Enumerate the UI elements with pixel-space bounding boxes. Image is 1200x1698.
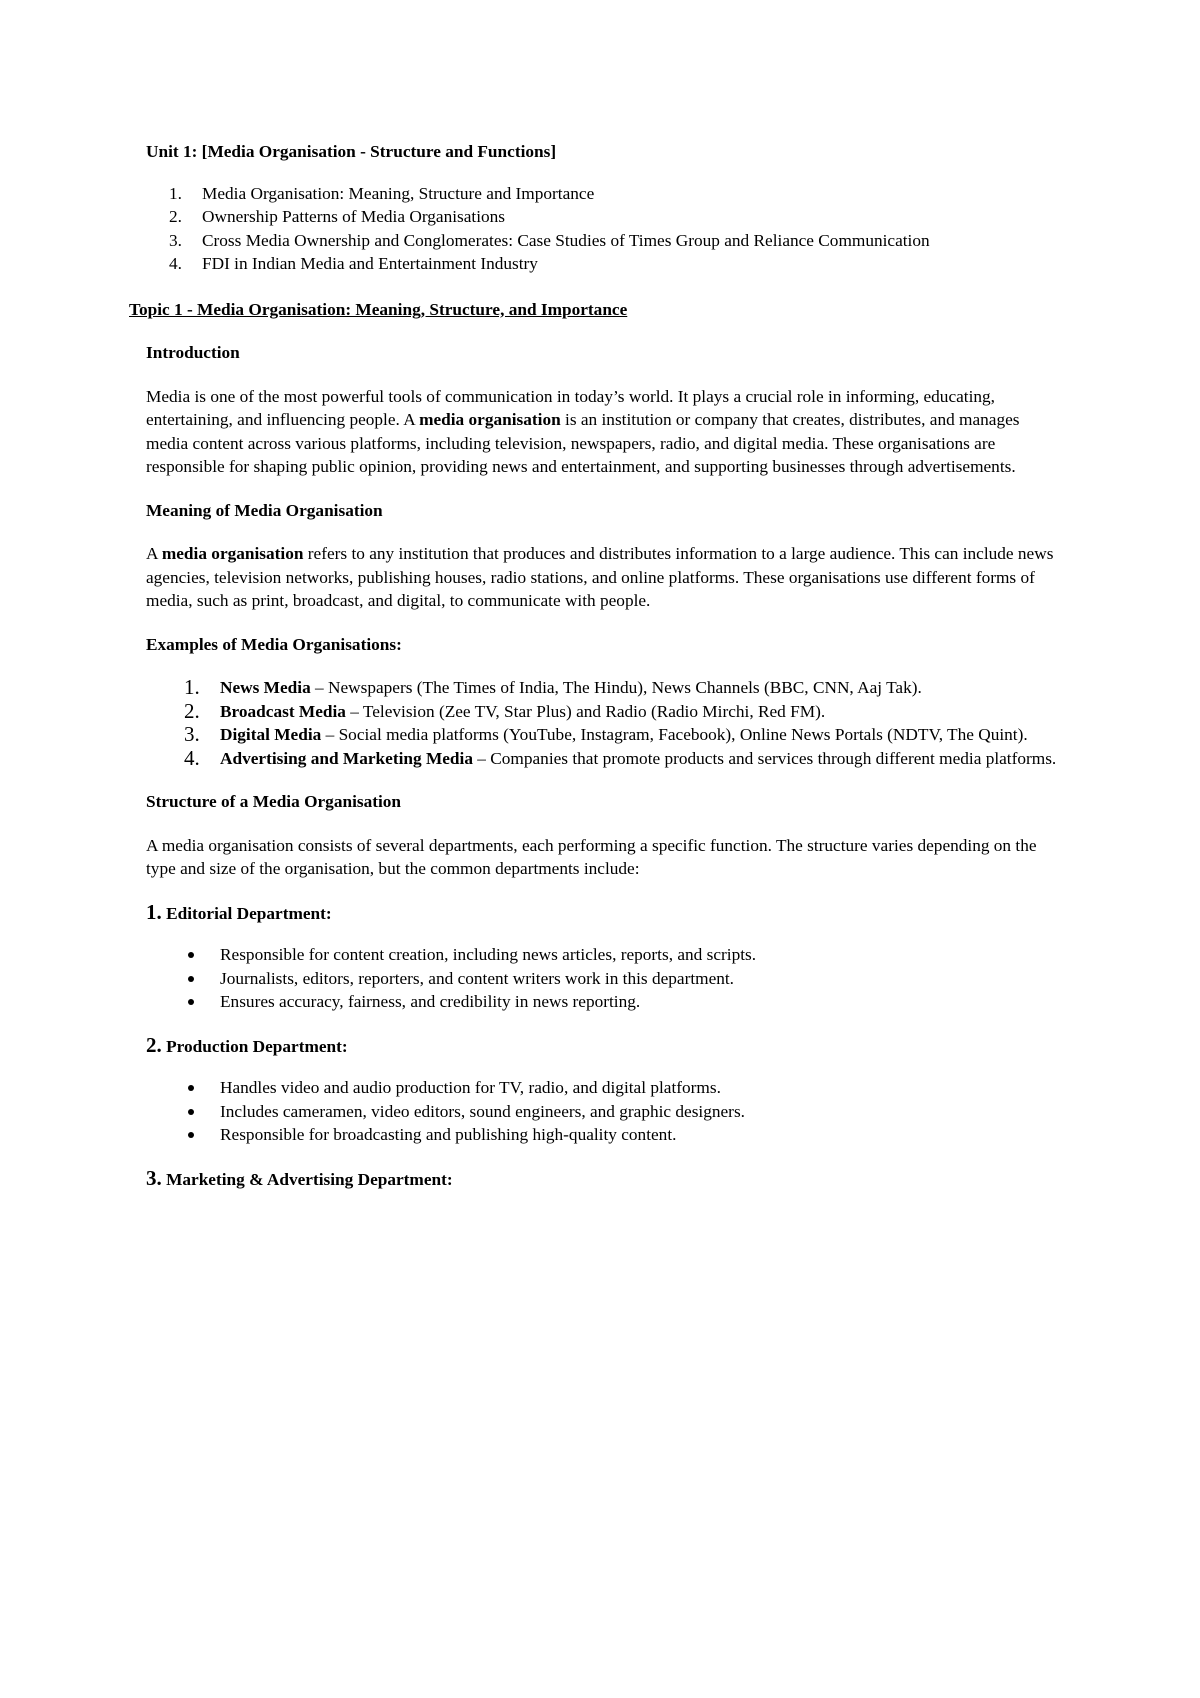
list-item: Handles video and audio production for TV, radio, and digital platforms. bbox=[146, 1076, 1066, 1100]
structure-heading: Structure of a Media Organisation bbox=[146, 792, 402, 811]
list-item: 4. Advertising and Marketing Media – Companies that promote products and services through different media platforms. bbox=[184, 745, 1057, 770]
introduction-heading: Introduction bbox=[146, 343, 240, 362]
meaning-heading: Meaning of Media Organisation bbox=[146, 500, 383, 520]
editorial-department-list bbox=[146, 943, 1066, 1014]
document-content bbox=[129, 140, 1066, 1209]
toc-item: 4. FDI in Indian Media and Entertainment Industry bbox=[169, 254, 538, 273]
production-department-list bbox=[146, 1076, 1066, 1147]
production-department-heading: 2. Production Department: bbox=[146, 1032, 348, 1057]
list-item: Responsible for content creation, including news articles, reports, and scripts. bbox=[146, 943, 1066, 967]
bullet-icon bbox=[188, 976, 194, 982]
toc-item: 2. Ownership Patterns of Media Organisations bbox=[169, 207, 506, 226]
list-item: 2. Broadcast Media – Television (Zee TV, Star Plus) and Radio (Radio Mirchi, Red FM). bbox=[184, 698, 826, 723]
list-item: Includes cameramen, video editors, sound engineers, and graphic designers. bbox=[146, 1100, 1066, 1124]
editorial-department-heading: 1. Editorial Department: bbox=[146, 899, 332, 924]
bullet-icon bbox=[188, 1132, 194, 1138]
bullet-icon bbox=[188, 952, 194, 958]
examples-heading: Examples of Media Organisations: bbox=[146, 634, 402, 654]
structure-paragraph: A media organisation consists of several departments, each performing a specific function. The structure varies depending on the type and size of the organisation, but the common departments include: bbox=[146, 835, 1037, 878]
bullet-icon bbox=[188, 999, 194, 1005]
unit-title: Unit 1: [Media Organisation - Structure and Functions] bbox=[146, 142, 557, 161]
bullet-icon bbox=[188, 1109, 194, 1115]
topic-title: Topic 1 - Media Organisation: Meaning, Structure, and Importance bbox=[129, 299, 628, 319]
bullet-icon bbox=[188, 1085, 194, 1091]
toc-item: 1. Media Organisation: Meaning, Structure and Importance bbox=[169, 183, 595, 203]
list-item: Ensures accuracy, fairness, and credibility in news reporting. bbox=[146, 990, 1066, 1014]
list-item: 1. News Media – Newspapers (The Times of India, The Hindu), News Channels (BBC, CNN, Aaj Tak). bbox=[184, 675, 922, 699]
list-item: Responsible for broadcasting and publishing high-quality content. bbox=[146, 1123, 1066, 1147]
list-item: Journalists, editors, reporters, and content writers work in this department. bbox=[146, 967, 1066, 991]
toc-item: 3. Cross Media Ownership and Conglomerates: Case Studies of Times Group and Reliance Communication bbox=[169, 230, 930, 250]
meaning-paragraph: A media organisation refers to any institution that produces and distributes information to a large audience. This can include news agencies, television networks, publishing houses, radio stations, and online platforms. These organisations use different forms of media, such as print, broadcast, and digital, to communicate with people. bbox=[146, 544, 1054, 610]
marketing-department-heading: 3. Marketing & Advertising Department: bbox=[146, 1165, 453, 1190]
introduction-paragraph: Media is one of the most powerful tools of communication in today’s world. It plays a crucial role in informing, educating, entertaining, and influencing people. A media organisation is an institution or company that creates, distributes, and manages media content across various platforms, including television, newspapers, radio, and digital media. These organisations are responsible for shaping public opinion, providing news and entertainment, and supporting businesses through advertisements. bbox=[146, 386, 1020, 476]
unit-topic-list bbox=[146, 182, 1066, 276]
examples-list bbox=[146, 676, 1066, 770]
list-item: 3. Digital Media – Social media platforms (YouTube, Instagram, Facebook), Online News Portals (NDTV, The Quint). bbox=[184, 722, 1028, 746]
